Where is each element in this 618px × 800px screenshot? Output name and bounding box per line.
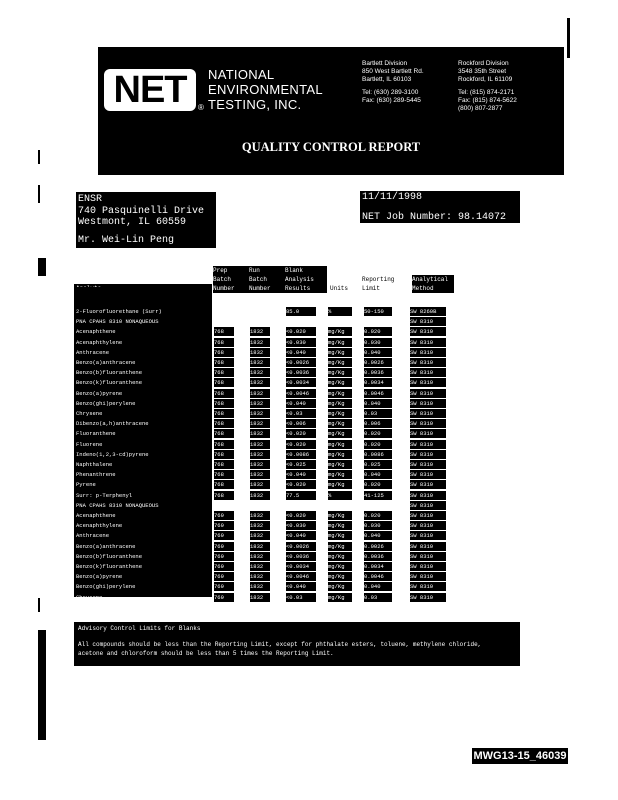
advisory-line-1: All compounds should be less than the Reporting Limit, except for phthalate esters, toluene, methylene chloride, (78, 641, 482, 648)
table-cell-limit: 0.020 (364, 440, 392, 449)
table-cell-limit: 0.020 (364, 480, 392, 489)
table-cell-units: mg/Kg (328, 572, 352, 581)
table-cell-prep: 769 (214, 582, 234, 591)
table-cell-method: SW 8310 (410, 440, 446, 449)
table-cell-result: <0.030 (286, 338, 316, 347)
table-cell-prep: 768 (214, 338, 234, 347)
table-cell-result: <0.0046 (286, 389, 316, 398)
table-cell-run: 1832 (250, 429, 270, 438)
table-cell-units: mg/Kg (328, 368, 352, 377)
table-cell-analyte: Benzo(a)anthracene (76, 359, 136, 366)
table-cell-run: 1832 (250, 562, 270, 571)
table-cell-analyte: Acenaphthylene (76, 338, 123, 346)
table-cell-limit: 0.025 (364, 460, 392, 469)
table-cell-prep: 769 (214, 542, 234, 551)
table-cell-result: <0.0034 (286, 378, 316, 387)
table-cell-prep: 769 (214, 531, 234, 540)
table-cell-limit: 0.020 (364, 429, 392, 438)
table-cell-limit: 50-150 (364, 307, 392, 316)
client-contact: Mr. Wei-Lin Peng (76, 235, 188, 247)
table-cell-prep: 768 (214, 419, 234, 428)
table-cell-limit: 0.0046 (364, 389, 392, 398)
report-meta (360, 191, 520, 223)
table-cell-units: mg/Kg (328, 593, 352, 602)
table-cell-analyte: Benzo(a)anthracene (76, 542, 136, 550)
advisory-heading: Advisory Control Limits for Blanks (78, 625, 201, 632)
table-cell-result: 77.5 (286, 491, 316, 500)
registered-mark: ® (198, 103, 204, 112)
table-cell-units: mg/Kg (328, 389, 352, 398)
table-cell-units: mg/Kg (328, 582, 352, 591)
table-cell-analyte: Naphthalene (76, 461, 113, 468)
table-cell-run: 1832 (250, 511, 270, 520)
table-cell-result: <0.040 (286, 531, 316, 540)
table-cell-result: <0.040 (286, 582, 316, 591)
table-cell-result: <0.020 (286, 480, 316, 489)
job-label: NET Job Number: (362, 212, 453, 223)
table-cell-units: mg/Kg (328, 480, 352, 489)
table-cell-method: SW 8310 (410, 582, 446, 591)
company-name: NATIONAL ENVIRONMENTAL TESTING, INC. (208, 67, 323, 112)
table-cell-limit: 0.0034 (364, 378, 392, 387)
table-cell-units: mg/Kg (328, 562, 352, 571)
table-cell-result: <0.0036 (286, 368, 316, 377)
table-cell-result: <0.0046 (286, 572, 316, 581)
table-cell-method: SW 8310 (410, 419, 446, 428)
table-cell-method: SW 8310 (410, 450, 446, 459)
table-cell-prep: 768 (214, 470, 234, 479)
table-cell-units: mg/Kg (328, 378, 352, 387)
table-cell-result: <0.0026 (286, 542, 316, 551)
table-cell-run: 1832 (250, 399, 270, 408)
table-cell-limit: 0.030 (364, 521, 392, 530)
table-cell-result: <0.020 (286, 429, 316, 438)
advisory-line-2: acetone and chloroform should be less than 5 times the Reporting Limit. (78, 650, 334, 657)
table-cell-method: SW 8310 (410, 470, 446, 479)
table-cell-method: SW 8310 (410, 531, 446, 540)
table-cell-units: mg/Kg (328, 338, 352, 347)
table-cell-prep: 768 (214, 409, 234, 418)
table-cell-analyte: Benzo(b)fluoranthene (76, 552, 143, 560)
table-cell-units: mg/Kg (328, 440, 352, 449)
table-cell-run: 1832 (250, 358, 270, 367)
table-cell-analyte: Dibenzo(a,h)anthracene (76, 420, 149, 428)
table-cell-limit: 0.030 (364, 338, 392, 347)
table-cell-result: <0.020 (286, 327, 316, 336)
table-cell-method: SW 8310 (410, 562, 446, 571)
table-cell-analyte: Benzo(b)fluoranthene (76, 369, 143, 377)
table-cell-method: SW 8310 (410, 460, 446, 469)
scan-mark (38, 185, 40, 203)
table-cell-prep: 769 (214, 552, 234, 561)
table-cell-units: mg/Kg (328, 552, 352, 561)
table-cell-limit: 0.040 (364, 531, 392, 540)
bartlett-division: Bartlett Division 850 West Bartlett Rd. Bartlett, IL 60103 Tel: (630) 289-3100 Fax: (630) 289-5445 (362, 60, 424, 104)
table-cell-result: <0.040 (286, 399, 316, 408)
table-cell-method: SW 8310 (410, 327, 446, 336)
table-cell-run: 1832 (250, 470, 270, 479)
table-cell-limit: 0.0086 (364, 450, 392, 459)
table-cell-prep: 768 (214, 399, 234, 408)
table-cell-limit: 0.03 (364, 593, 392, 602)
scan-mark (38, 598, 40, 612)
scan-mark (38, 630, 46, 740)
table-cell-run: 1832 (250, 491, 270, 500)
table-cell-method: SW 8310 (410, 409, 446, 418)
table-cell-limit: 41-125 (364, 491, 392, 500)
table-cell-prep: 769 (214, 562, 234, 571)
table-cell-limit: 0.0026 (364, 542, 392, 551)
table-cell-prep: 768 (214, 358, 234, 367)
table-cell-limit: 0.040 (364, 582, 392, 591)
table-cell-method: SW 8310 (410, 358, 446, 367)
table-cell-units: % (328, 307, 352, 316)
table-cell-analyte: Benzo(k)fluoranthene (76, 563, 143, 570)
col-prep: Prep Batch Number (213, 266, 249, 293)
table-cell-prep: 769 (214, 521, 234, 530)
advisory-note (74, 622, 520, 666)
table-cell-run: 1832 (250, 409, 270, 418)
scan-mark (567, 18, 570, 58)
table-cell-method: SW 8310 (410, 501, 446, 510)
table-cell-method: SW 8310 (410, 491, 446, 500)
table-cell-result: <0.03 (286, 409, 316, 418)
table-cell-units: mg/Kg (328, 419, 352, 428)
table-cell-result: <0.020 (286, 511, 316, 520)
table-cell-method: SW 8310 (410, 572, 446, 581)
table-cell-prep: 768 (214, 450, 234, 459)
table-cell-units: mg/Kg (328, 531, 352, 540)
table-cell-limit: 0.0036 (364, 552, 392, 561)
table-cell-analyte: PNA CPAHS 8310 NONAQUEOUS (76, 501, 159, 509)
table-cell-analyte: Phenanthrene (76, 471, 116, 479)
table-cell-result: <0.0026 (286, 358, 316, 367)
table-cell-method: SW 8310 (410, 348, 446, 357)
table-cell-prep: 769 (214, 572, 234, 581)
col-method: Analytical Method (412, 275, 454, 293)
table-cell-prep: 768 (214, 368, 234, 377)
table-cell-analyte: Anthracene (76, 348, 110, 356)
report-date: 11/11/1998 (362, 192, 423, 203)
table-cell-analyte: Surr: p-Terphenyl (76, 491, 133, 499)
table-cell-result: <0.0034 (286, 562, 316, 571)
table-cell-units: % (328, 491, 352, 500)
table-cell-result: <0.020 (286, 440, 316, 449)
table-cell-run: 1832 (250, 552, 270, 561)
table-cell-prep: 769 (214, 593, 234, 602)
table-cell-units: mg/Kg (328, 409, 352, 418)
table-cell-run: 1832 (250, 531, 270, 540)
table-cell-run: 1832 (250, 419, 270, 428)
table-cell-prep: 768 (214, 378, 234, 387)
table-cell-result: <0.040 (286, 470, 316, 479)
table-cell-method: SW 8310 (410, 317, 446, 326)
net-logo: NET (104, 69, 196, 111)
table-cell-method: SW 8310 (410, 389, 446, 398)
scan-mark (38, 258, 46, 276)
table-cell-analyte: Chrysene (76, 593, 103, 601)
table-cell-analyte: Benzo(ghi)perylene (76, 583, 136, 591)
table-cell-analyte: Benzo(a)pyrene (76, 573, 123, 581)
table-cell-analyte: Acenaphthene (76, 512, 116, 519)
table-cell-analyte: Pyrene (76, 481, 96, 489)
table-cell-result: 85.0 (286, 307, 316, 316)
table-cell-limit: 0.040 (364, 470, 392, 479)
table-cell-prep: 768 (214, 440, 234, 449)
table-cell-method: SW 8310 (410, 378, 446, 387)
table-cell-analyte: Benzo(ghi)perylene (76, 399, 136, 407)
table-cell-analyte: 2-Fluorofluorethane (Surr) (76, 308, 162, 315)
table-cell-method: SW 8310 (410, 593, 446, 602)
table-cell-units: mg/Kg (328, 450, 352, 459)
table-cell-run: 1832 (250, 338, 270, 347)
table-cell-units: mg/Kg (328, 460, 352, 469)
table-cell-prep: 768 (214, 460, 234, 469)
table-cell-result: <0.0086 (286, 450, 316, 459)
table-cell-run: 1832 (250, 389, 270, 398)
table-cell-prep: 768 (214, 327, 234, 336)
table-cell-units: mg/Kg (328, 348, 352, 357)
col-units: Units (330, 285, 349, 292)
table-cell-method: SW 8310 (410, 521, 446, 530)
table-cell-result: <0.040 (286, 348, 316, 357)
table-cell-analyte: Fluorene (76, 440, 103, 448)
report-subtitle: BLANK ANALYSIS (270, 164, 348, 172)
table-cell-units: mg/Kg (328, 358, 352, 367)
table-cell-units: mg/Kg (328, 327, 352, 336)
table-cell-method: SW 8260B (410, 307, 446, 316)
table-cell-method: SW 8310 (410, 399, 446, 408)
table-cell-run: 1832 (250, 440, 270, 449)
report-title: QUALITY CONTROL REPORT (241, 140, 421, 154)
table-cell-limit: 0.0036 (364, 368, 392, 377)
table-cell-limit: 0.040 (364, 348, 392, 357)
table-cell-limit: 0.0046 (364, 572, 392, 581)
table-cell-method: SW 8310 (410, 480, 446, 489)
table-cell-units: mg/Kg (328, 399, 352, 408)
table-cell-prep: 768 (214, 480, 234, 489)
table-cell-result: <0.0036 (286, 552, 316, 561)
table-cell-limit: 0.03 (364, 409, 392, 418)
table-cell-result: <0.030 (286, 521, 316, 530)
table-cell-run: 1832 (250, 378, 270, 387)
table-cell-prep: 768 (214, 429, 234, 438)
table-cell-analyte: Benzo(k)fluoranthene (76, 379, 143, 387)
table-cell-method: SW 8310 (410, 429, 446, 438)
table-cell-limit: 0.020 (364, 511, 392, 520)
table-cell-analyte: Fluoranthene (76, 430, 116, 438)
table-cell-result: <0.03 (286, 593, 316, 602)
table-cell-run: 1832 (250, 368, 270, 377)
table-cell-method: SW 8310 (410, 338, 446, 347)
table-cell-method: SW 8310 (410, 552, 446, 561)
table-cell-analyte: Chrysene (76, 410, 103, 417)
table-cell-method: SW 8310 (410, 368, 446, 377)
table-cell-limit: 0.006 (364, 419, 392, 428)
table-cell-analyte: Indeno(1,2,3-cd)pyrene (76, 450, 149, 458)
table-cell-run: 1832 (250, 460, 270, 469)
table-cell-prep: 768 (214, 348, 234, 357)
table-cell-run: 1832 (250, 582, 270, 591)
col-blank: Blank Analysis Results (285, 266, 327, 293)
table-cell-prep: 768 (214, 491, 234, 500)
table-cell-run: 1832 (250, 521, 270, 530)
table-cell-units: mg/Kg (328, 429, 352, 438)
job-number: 98.14072 (458, 212, 507, 223)
scan-mark (38, 150, 40, 164)
table-cell-method: SW 8310 (410, 511, 446, 520)
table-cell-run: 1832 (250, 480, 270, 489)
letterhead (98, 47, 564, 175)
table-cell-result: <0.025 (286, 460, 316, 469)
table-cell-run: 1832 (250, 450, 270, 459)
table-cell-run: 1832 (250, 348, 270, 357)
client-address: ENSR 740 Pasquinelli Drive Westmont, IL 60559 (76, 192, 216, 248)
table-cell-run: 1832 (250, 572, 270, 581)
table-cell-limit: 0.0026 (364, 358, 392, 367)
table-cell-limit: 0.020 (364, 327, 392, 336)
table-cell-analyte: Acenaphthene (76, 328, 116, 336)
table-cell-analyte: PNA CPAHS 8310 NONAQUEOUS (76, 318, 159, 326)
document-id: MWG13-15_46039 (473, 750, 567, 762)
table-cell-units: mg/Kg (328, 521, 352, 530)
table-cell-method: SW 8310 (410, 542, 446, 551)
table-cell-prep: 768 (214, 389, 234, 398)
table-cell-units: mg/Kg (328, 511, 352, 520)
col-limit: Reporting Limit (362, 276, 395, 292)
col-run: Run Batch Number (249, 266, 285, 293)
table-cell-run: 1832 (250, 542, 270, 551)
table-cell-units: mg/Kg (328, 470, 352, 479)
table-cell-analyte: Benzo(a)pyrene (76, 389, 123, 397)
table-cell-limit: 0.0034 (364, 562, 392, 571)
table-cell-run: 1832 (250, 593, 270, 602)
table-cell-prep: 769 (214, 511, 234, 520)
table-cell-analyte: Anthracene (76, 532, 110, 540)
table-cell-run: 1832 (250, 327, 270, 336)
table-cell-limit: 0.040 (364, 399, 392, 408)
table-cell-units: mg/Kg (328, 542, 352, 551)
table-cell-analyte: Acenaphthylene (76, 522, 123, 530)
rockford-division: Rockford Division 3548 35th Street Rockford, IL 61109 Tel: (815) 874-2171 Fax: (815) 874-5622 (800) 807-2877 (458, 60, 517, 112)
table-cell-result: <0.006 (286, 419, 316, 428)
